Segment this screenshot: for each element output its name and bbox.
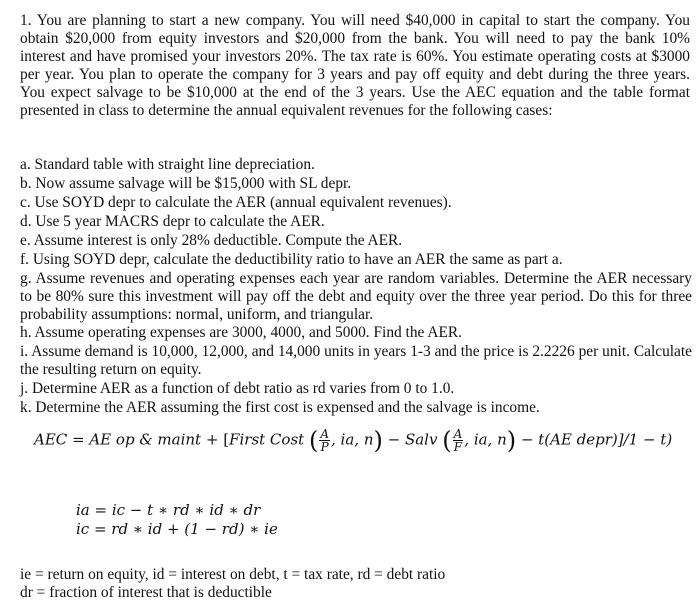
aec-first-cost: First Cost	[229, 430, 305, 449]
definitions-line-1: ie = return on equity, id = interest on debt, t = tax rate, rd = debt ratio	[20, 566, 446, 583]
item-i: i. Assume demand is 10,000, 12,000, and 14,000 units in years 1-3 and the price is 2.2226 per unit. Calculate the resulting return on equity.	[20, 343, 692, 378]
item-k: k. Determine the AER assuming the first cost is expensed and the salvage is income.	[20, 399, 540, 416]
item-e: e. Assume interest is only 28% deductible. Compute the AER.	[20, 232, 403, 249]
aec-tail: − t(AE depr)]/1 − t)	[516, 430, 673, 449]
aec-lhs: AEC = AE op & maint +	[34, 430, 224, 449]
formula-ia: ia = ic − t ∗ rd ∗ id ∗ dr	[76, 501, 261, 519]
item-f: f. Using SOYD depr, calculate the deductibility ratio to have an AER the same as part a.	[20, 251, 563, 268]
item-a: a. Standard table with straight line depreciation.	[20, 156, 315, 173]
formula-ic: ic = rd ∗ id + (1 − rd) ∗ ie	[76, 520, 278, 538]
definitions-line-2: dr = fraction of interest that is deductible	[20, 584, 272, 601]
item-j: j. Determine AER as a function of debt ratio as rd varies from 0 to 1.0.	[20, 380, 455, 397]
aec-args-2: , ia, n	[464, 430, 507, 449]
item-d: d. Use 5 year MACRS depr to calculate the AER.	[20, 213, 325, 230]
problem-intro: 1. You are planning to start a new company. You will need $40,000 in capital to start the company. You obtain $20,000 from equity investors and $20,000 from the bank. You will need to pay the bank 10% interest and have promised your investors 20%. The tax rate is 60%. You estimate operating costs at $3000 per year. You plan to operate the company for 3 years and pay off equity and debt during the three years. You expect salvage to be $10,000 at the end of the 3 years. Use the AEC equation and the table format presented in class to determine the annual equivalent revenues for the following cases:	[20, 12, 690, 119]
aec-frac-a-over-p: $\frac{A}{P}$	[320, 427, 329, 454]
aec-frac-a-over-f: $\frac{A}{F}$	[453, 427, 463, 454]
item-b: b. Now assume salvage will be $15,000 with SL depr.	[20, 175, 352, 192]
aec-equation: AEC = AE op & maint + [First Cost ( $\frac{A}{P}$ , ia, n) − Salv ( $\frac{A}{F}$ , ia, n) − t(AE depr)]/1 − t)	[34, 426, 673, 455]
item-h: h. Assume operating expenses are 3000, 4000, and 5000. Find the AER.	[20, 324, 462, 341]
aec-minus-salv: − Salv	[382, 430, 443, 449]
item-g: g. Assume revenues and operating expenses each year are random variables. Determine the AER necessary to be 80% sure this investment will pay off the debt and equity over the three year period. Do this for three probability assumptions: normal, uniform, and triangular.	[20, 270, 692, 323]
aec-bracket-open: [	[223, 430, 230, 449]
aec-args-1: , ia, n	[331, 430, 374, 449]
item-c: c. Use SOYD depr to calculate the AER (annual equivalent revenues).	[20, 194, 452, 211]
